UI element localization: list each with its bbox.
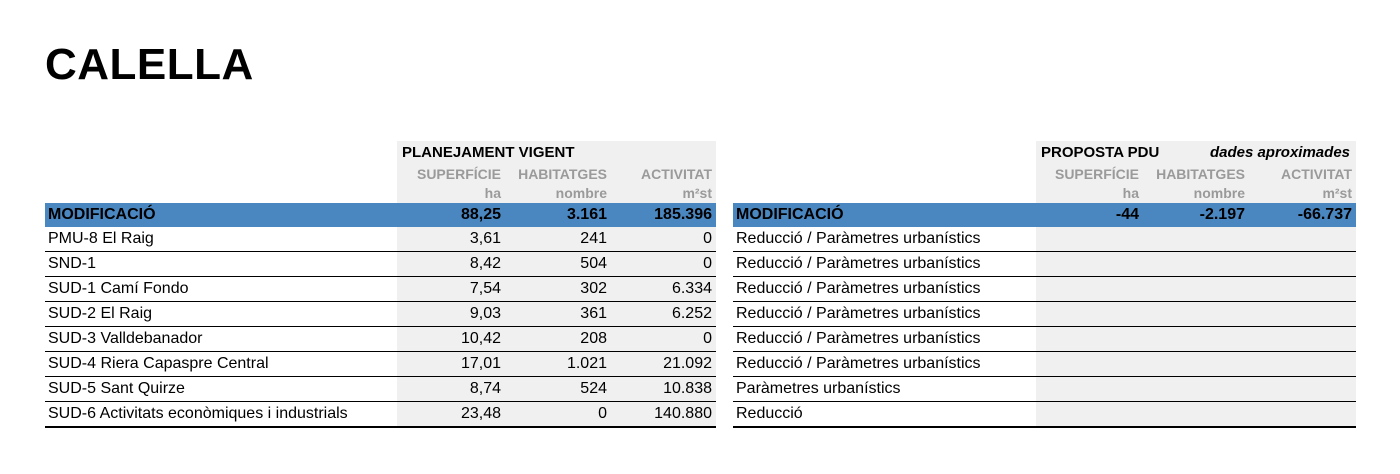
table-row xyxy=(733,327,1356,352)
table-row xyxy=(45,252,716,277)
table-heading-row xyxy=(45,141,716,165)
row-action: Reducció / Paràmetres urbanístics xyxy=(736,305,981,322)
section-housing: -2.197 xyxy=(1199,206,1245,223)
col-label-surface: SUPERFÍCIE xyxy=(397,165,505,184)
row-housing xyxy=(1143,302,1249,326)
row-housing xyxy=(1143,377,1249,401)
row-surface xyxy=(1036,327,1143,351)
table-heading xyxy=(1036,141,1356,165)
row-action: Reducció xyxy=(736,405,803,422)
table-heading: PLANEJAMENT VIGENT xyxy=(397,141,716,165)
page-title: CALELLA xyxy=(45,40,254,89)
row-housing xyxy=(1143,227,1249,251)
current-planning-table xyxy=(45,141,716,428)
row-activity xyxy=(1249,277,1356,301)
pdu-proposal-table xyxy=(733,141,1356,428)
approx-data-note: dades aproximades xyxy=(1209,144,1350,161)
row-name: SUD-5 Sant Quirze xyxy=(48,380,185,397)
col-label-housing: HABITATGES xyxy=(505,165,611,184)
row-action: Reducció / Paràmetres urbanístics xyxy=(736,280,981,297)
row-activity xyxy=(1249,302,1356,326)
row-housing xyxy=(1143,252,1249,276)
row-name: SUD-2 El Raig xyxy=(48,305,153,322)
row-action: Reducció / Paràmetres urbanístics xyxy=(736,330,981,347)
row-activity: 10.838 xyxy=(611,377,716,401)
table-row xyxy=(45,352,716,377)
row-housing xyxy=(1143,277,1249,301)
table-row xyxy=(733,352,1356,377)
table-row xyxy=(45,302,716,327)
row-housing: 361 xyxy=(505,302,611,326)
col-label-activity: ACTIVITAT xyxy=(1249,165,1356,184)
col-unit-housing: nombre xyxy=(1143,184,1249,203)
row-action: Reducció / Paràmetres urbanístics xyxy=(736,355,981,372)
row-housing: 302 xyxy=(505,277,611,301)
table-row xyxy=(733,402,1356,428)
table-row xyxy=(45,227,716,252)
row-action: Reducció / Paràmetres urbanístics xyxy=(736,230,981,247)
row-name: SUD-1 Camí Fondo xyxy=(48,280,189,297)
section-row xyxy=(45,203,716,227)
row-activity: 0 xyxy=(611,327,716,351)
row-surface: 8,42 xyxy=(397,252,505,276)
row-activity xyxy=(1249,352,1356,376)
row-housing xyxy=(1143,327,1249,351)
table-heading-row xyxy=(733,141,1356,165)
column-labels-row xyxy=(733,165,1356,184)
row-surface: 8,74 xyxy=(397,377,505,401)
table-row xyxy=(45,277,716,302)
column-labels-row xyxy=(45,165,716,184)
row-activity: 6.334 xyxy=(611,277,716,301)
row-surface xyxy=(1036,302,1143,326)
row-name: SUD-3 Valldebanador xyxy=(48,330,203,347)
section-row xyxy=(733,203,1356,227)
row-surface xyxy=(1036,252,1143,276)
section-housing: 3.161 xyxy=(566,206,607,223)
row-name: SND-1 xyxy=(48,255,97,272)
row-surface xyxy=(1036,402,1143,426)
table-row xyxy=(733,277,1356,302)
row-surface: 10,42 xyxy=(397,327,505,351)
row-housing: 504 xyxy=(505,252,611,276)
row-housing: 524 xyxy=(505,377,611,401)
row-activity xyxy=(1249,327,1356,351)
row-housing xyxy=(1143,402,1249,426)
table-heading-text: PROPOSTA PDU xyxy=(1041,144,1160,161)
table-row xyxy=(733,252,1356,277)
col-unit-housing: nombre xyxy=(505,184,611,203)
section-label: MODIFICACIÓ xyxy=(736,206,844,223)
table-row xyxy=(733,227,1356,252)
section-label: MODIFICACIÓ xyxy=(48,206,156,223)
table-row xyxy=(45,327,716,352)
row-activity xyxy=(1249,252,1356,276)
row-housing: 1.021 xyxy=(505,352,611,376)
row-action: Paràmetres urbanístics xyxy=(736,380,901,397)
row-surface: 23,48 xyxy=(397,402,505,426)
row-surface xyxy=(1036,277,1143,301)
row-surface: 17,01 xyxy=(397,352,505,376)
row-name: SUD-4 Riera Capaspre Central xyxy=(48,355,269,372)
row-activity: 0 xyxy=(611,227,716,251)
row-name: PMU-8 El Raig xyxy=(48,230,154,247)
row-activity: 6.252 xyxy=(611,302,716,326)
row-surface xyxy=(1036,227,1143,251)
col-unit-activity: m²st xyxy=(611,184,716,203)
col-label-surface: SUPERFÍCIE xyxy=(1036,165,1143,184)
table-row xyxy=(733,302,1356,327)
column-units-row xyxy=(45,184,716,203)
row-activity: 21.092 xyxy=(611,352,716,376)
row-surface xyxy=(1036,377,1143,401)
row-surface: 9,03 xyxy=(397,302,505,326)
row-housing: 208 xyxy=(505,327,611,351)
table-row xyxy=(45,377,716,402)
section-activity: 185.396 xyxy=(654,206,712,223)
row-housing: 241 xyxy=(505,227,611,251)
row-activity: 0 xyxy=(611,252,716,276)
row-surface xyxy=(1036,352,1143,376)
section-surface: -44 xyxy=(1115,206,1139,223)
section-activity: -66.737 xyxy=(1297,206,1352,223)
col-unit-activity: m²st xyxy=(1249,184,1356,203)
col-label-activity: ACTIVITAT xyxy=(611,165,716,184)
section-surface: 88,25 xyxy=(460,206,501,223)
table-row xyxy=(733,377,1356,402)
row-name: SUD-6 Activitats econòmiques i industrials xyxy=(48,405,348,422)
col-unit-surface: ha xyxy=(397,184,505,203)
col-unit-surface: ha xyxy=(1036,184,1143,203)
table-row xyxy=(45,402,716,428)
row-activity xyxy=(1249,377,1356,401)
row-activity xyxy=(1249,402,1356,426)
row-action: Reducció / Paràmetres urbanístics xyxy=(736,255,981,272)
row-housing xyxy=(1143,352,1249,376)
row-housing: 0 xyxy=(505,402,611,426)
col-label-housing: HABITATGES xyxy=(1143,165,1249,184)
row-surface: 3,61 xyxy=(397,227,505,251)
column-units-row xyxy=(733,184,1356,203)
row-surface: 7,54 xyxy=(397,277,505,301)
row-activity: 140.880 xyxy=(611,402,716,426)
row-activity xyxy=(1249,227,1356,251)
